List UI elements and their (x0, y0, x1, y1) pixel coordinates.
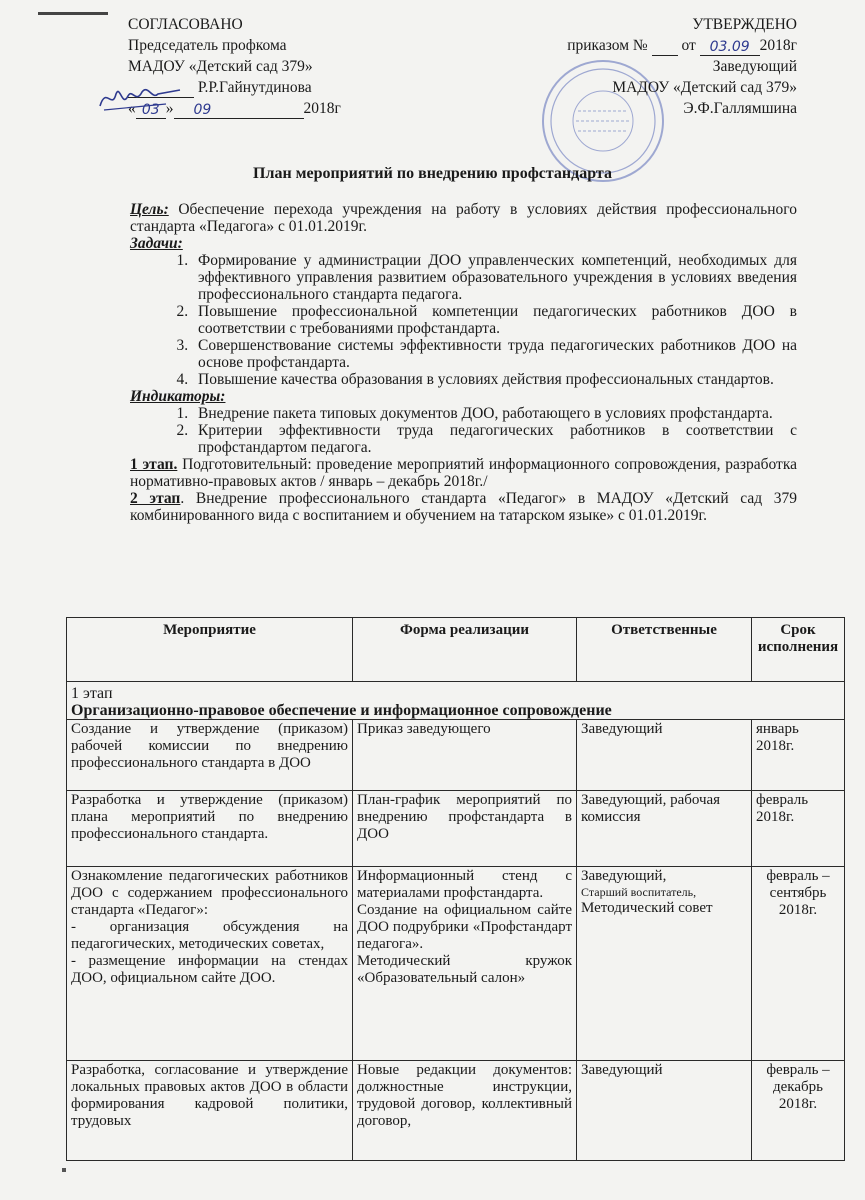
approval-right-position: Заведующий (712, 58, 797, 75)
approval-right-order (467, 35, 797, 56)
cell-deadline: февраль – декабрь 2018г. (752, 1061, 845, 1161)
order-mid: от (681, 37, 696, 54)
signature-mark (96, 80, 186, 116)
header-responsible: Ответственные (577, 618, 752, 682)
stage1-paragraph (130, 456, 797, 490)
plan-table (66, 617, 845, 1161)
cell-form (353, 867, 577, 1061)
responsible-line: Заведующий, (581, 868, 667, 884)
cell-form: Новые редакции документов: должностные инструкции, трудовой договор, коллективный договор, (353, 1061, 577, 1161)
form-line: Информационный стенд с материалами профстандарта. (357, 868, 572, 901)
task-item: 1. Формирование у администрации ДОО управленческих компетенций, необходимых для эффективного управления развитием образовательного учреждения в условиях введения профессионального стандарта педагога. (192, 252, 797, 303)
tasks-list (130, 252, 797, 388)
indicator-item: 1. Внедрение пакета типовых документов ДОО, работающего в условиях профстандарта. (192, 405, 797, 422)
goal-paragraph (130, 201, 797, 235)
order-prefix: приказом № (567, 37, 648, 54)
tasks-label-line (130, 235, 797, 252)
cell-responsible (577, 867, 752, 1061)
form-line: Создание на официальном сайте ДОО подрубрики «Профстандарт педагога». (357, 902, 572, 952)
order-number-blank (652, 39, 678, 56)
indicators-list (130, 405, 797, 456)
date-month: 09 (174, 102, 304, 119)
table-row (67, 867, 845, 1061)
task-item: 2. Повышение профессиональной компетенции педагогических работников ДОО в соответствии с требованиями профстандарта. (192, 303, 797, 337)
cell-deadline: февраль 2018г. (752, 791, 845, 867)
tasks-label: Задачи: (130, 235, 183, 252)
scan-speck (62, 1168, 66, 1172)
approval-left-title: СОГЛАСОВАНО (128, 16, 243, 33)
responsible-line: Старший воспитатель, (581, 885, 697, 899)
task-item: 4. Повышение качества образования в условиях действия профессиональных стандартов. (192, 371, 797, 388)
cell-responsible: Заведующий (577, 1061, 752, 1161)
event-line: - организация обсуждения на педагогических, методических советах, (71, 919, 348, 952)
order-year: 2018г (759, 37, 797, 54)
table-row (67, 791, 845, 867)
approval-left-year: 2018г (303, 100, 341, 117)
event-line: - размещение информации на стендах ДОО, официальном сайте ДОО. (71, 953, 348, 986)
responsible-line: Методический совет (581, 900, 713, 916)
scan-mark (38, 12, 108, 15)
stage1-label: 1 этап. (130, 456, 178, 473)
approval-left-position: Председатель профкома (128, 37, 287, 54)
section-label: 1 этап (71, 685, 113, 702)
document-title: План мероприятий по внедрению профстандарта (253, 165, 612, 182)
indicators-label-line (130, 388, 797, 405)
table-header-row (67, 618, 845, 682)
section-row (67, 682, 845, 720)
indicator-item: 2. Критерии эффективности труда педагогических работников в соответствии с профстандартом педагога. (192, 422, 797, 456)
header-deadline: Срок исполнения (752, 618, 845, 682)
cell-deadline: январь 2018г. (752, 720, 845, 791)
section-title: Организационно-правовое обеспечение и информационное сопровождение (71, 702, 612, 719)
goal-text: Обеспечение перехода учреждения на работу в условиях действия профессионального стандарта «Педагога» с 01.01.2019г. (130, 201, 797, 235)
header-form: Форма реализации (353, 618, 577, 682)
cell-form: План-график мероприятий по внедрению профстандарта в ДОО (353, 791, 577, 867)
goal-label: Цель: (130, 201, 169, 218)
approval-left-org: МАДОУ «Детский сад 379» (128, 58, 313, 75)
table-row (67, 1061, 845, 1161)
indicators-label: Индикаторы: (130, 388, 226, 405)
cell-event: Разработка, согласование и утверждение локальных правовых актов ДОО в области формирования кадровой политики, трудовых (67, 1061, 353, 1161)
cell-event: Разработка и утверждение (приказом) плана мероприятий по внедрению профессионального стандарта. (67, 791, 353, 867)
event-line: Ознакомление педагогических работников ДОО с содержанием профессионального стандарта «Педагог»: (71, 868, 348, 918)
table-row (67, 720, 845, 791)
date-day: 03 (136, 102, 166, 119)
cell-responsible: Заведующий, рабочая комиссия (577, 791, 752, 867)
cell-event: Создание и утверждение (приказом) рабочей комиссии по внедрению профессионального стандарта в ДОО (67, 720, 353, 791)
order-date: 03.09 (700, 39, 760, 56)
cell-form: Приказ заведующего (353, 720, 577, 791)
approval-left-name: Р.Р.Гайнутдинова (197, 79, 312, 96)
stage2-label: 2 этап (130, 490, 181, 507)
document-body (130, 201, 797, 524)
form-line: Методический кружок «Образовательный салон» (357, 953, 572, 986)
stage2-text: . Внедрение профессионального стандарта «Педагог» в МАДОУ «Детский сад 379 комбинированного вида с воспитанием и обучением на татарском языке» с 01.01.2019г. (130, 490, 797, 524)
cell-deadline: февраль – сентябрь 2018г. (752, 867, 845, 1061)
stage2-paragraph (130, 490, 797, 524)
approval-right (467, 14, 797, 119)
task-item: 3. Совершенствование системы эффективности труда педагогических работников ДОО на основе профстандарта. (192, 337, 797, 371)
section-cell (67, 682, 845, 720)
cell-event (67, 867, 353, 1061)
cell-responsible: Заведующий (577, 720, 752, 791)
stage1-text: Подготовительный: проведение мероприятий информационного сопровождения, разработка нормативно-правовых актов / январь – декабрь 2018г./ (130, 456, 797, 490)
header-event: Мероприятие (67, 618, 353, 682)
approval-right-title: УТВЕРЖДЕНО (692, 16, 797, 33)
approval-right-org: МАДОУ «Детский сад 379» (612, 79, 797, 96)
approval-right-name: Э.Ф.Галлямшина (683, 100, 797, 117)
approval-left-date: « 03 » 09 2018г (128, 100, 341, 118)
